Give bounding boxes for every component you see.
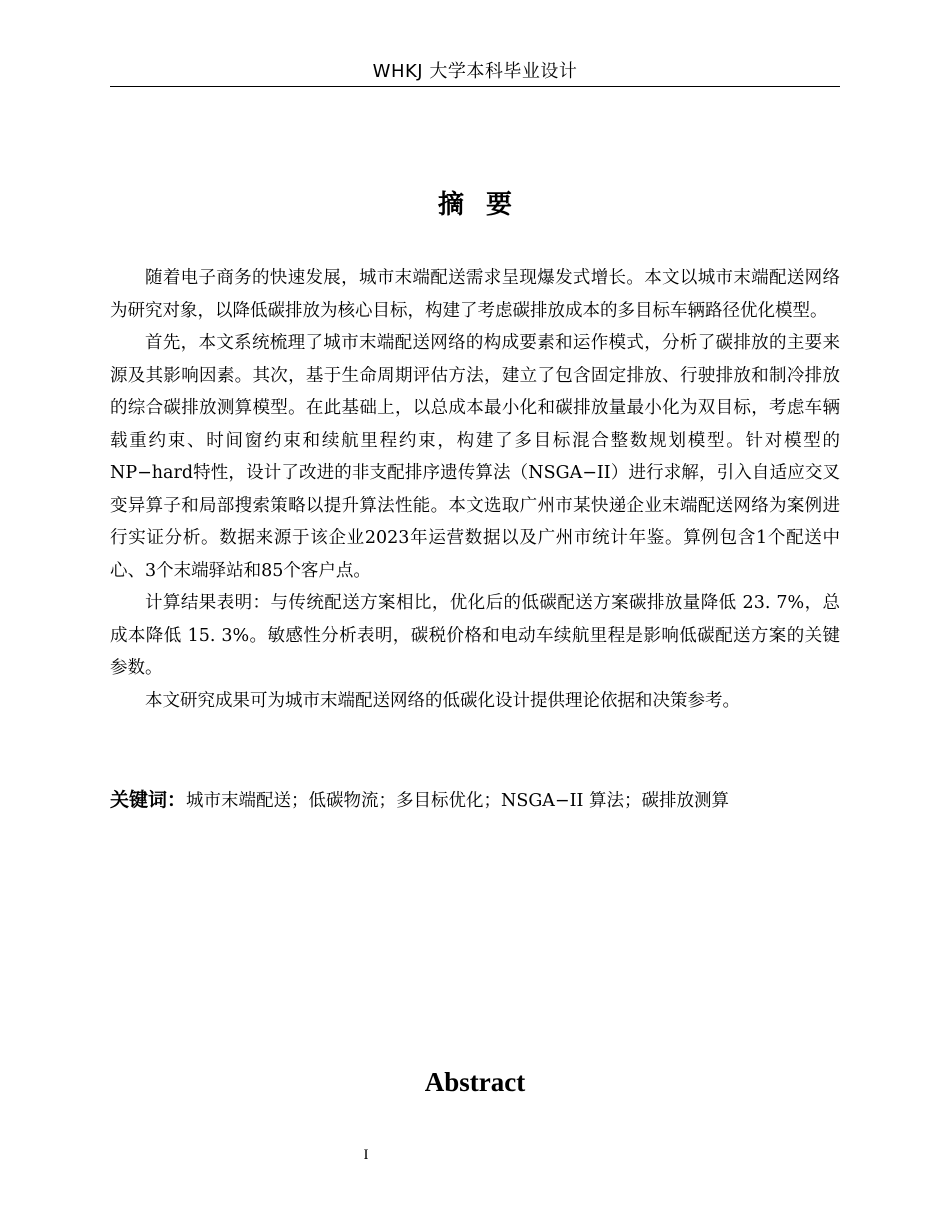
- abstract-paragraph-4: 本文研究成果可为城市末端配送网络的低碳化设计提供理论依据和决策参考。: [145, 690, 740, 711]
- abstract-paragraph-3: 计算结果表明：与传统配送方案相比，优化后的低碳配送方案碳排放量降低 23. 7%，总成本降低 15. 3%。敏感性分析表明，碳税价格和电动车续航里程是影响低碳配送方案的关键参数。: [110, 593, 840, 678]
- chinese-abstract-title: 摘要: [437, 190, 534, 220]
- keywords-list: 城市末端配送；低碳物流；多目标优化；NSGA−II 算法；碳排放测算: [186, 791, 729, 811]
- abstract-paragraph-1: 随着电子商务的快速发展，城市末端配送需求呈现爆发式增长。本文以城市末端配送网络为研究对象，以降低碳排放为核心目标，构建了考虑碳排放成本的多目标车辆路径优化模型。: [110, 268, 840, 321]
- chinese-abstract-body: [110, 262, 840, 717]
- keywords-line: [110, 784, 840, 817]
- header-title: WHKJ 大学本科毕业设计: [372, 61, 578, 82]
- abstract-paragraph-2: 首先，本文系统梳理了城市末端配送网络的构成要素和运作模式，分析了碳排放的主要来源及其影响因素。其次，基于生命周期评估方法，建立了包含固定排放、行驶排放和制冷排放的综合碳排放测算模型。在此基础上，以总成本最小化和碳排放量最小化为双目标，考虑车辆载重约束、时间窗约束和续航里程约束，构建了多目标混合整数规划模型。针对模型的NP−hard特性，设计了改进的非支配排序遗传算法（NSGA−II）进行求解，引入自适应交叉变异算子和局部搜索策略以提升算法性能。本文选取广州市某快递企业末端配送网络为案例进行实证分析。数据来源于该企业2023年运营数据以及广州市统计年鉴。算例包含1个配送中心、3个末端驿站和85个客户点。: [110, 333, 840, 581]
- keywords-label: 关键词：: [110, 789, 187, 811]
- english-abstract-title: Abstract: [424, 1067, 526, 1097]
- page-header: [110, 60, 840, 87]
- page-number: I: [363, 1147, 369, 1163]
